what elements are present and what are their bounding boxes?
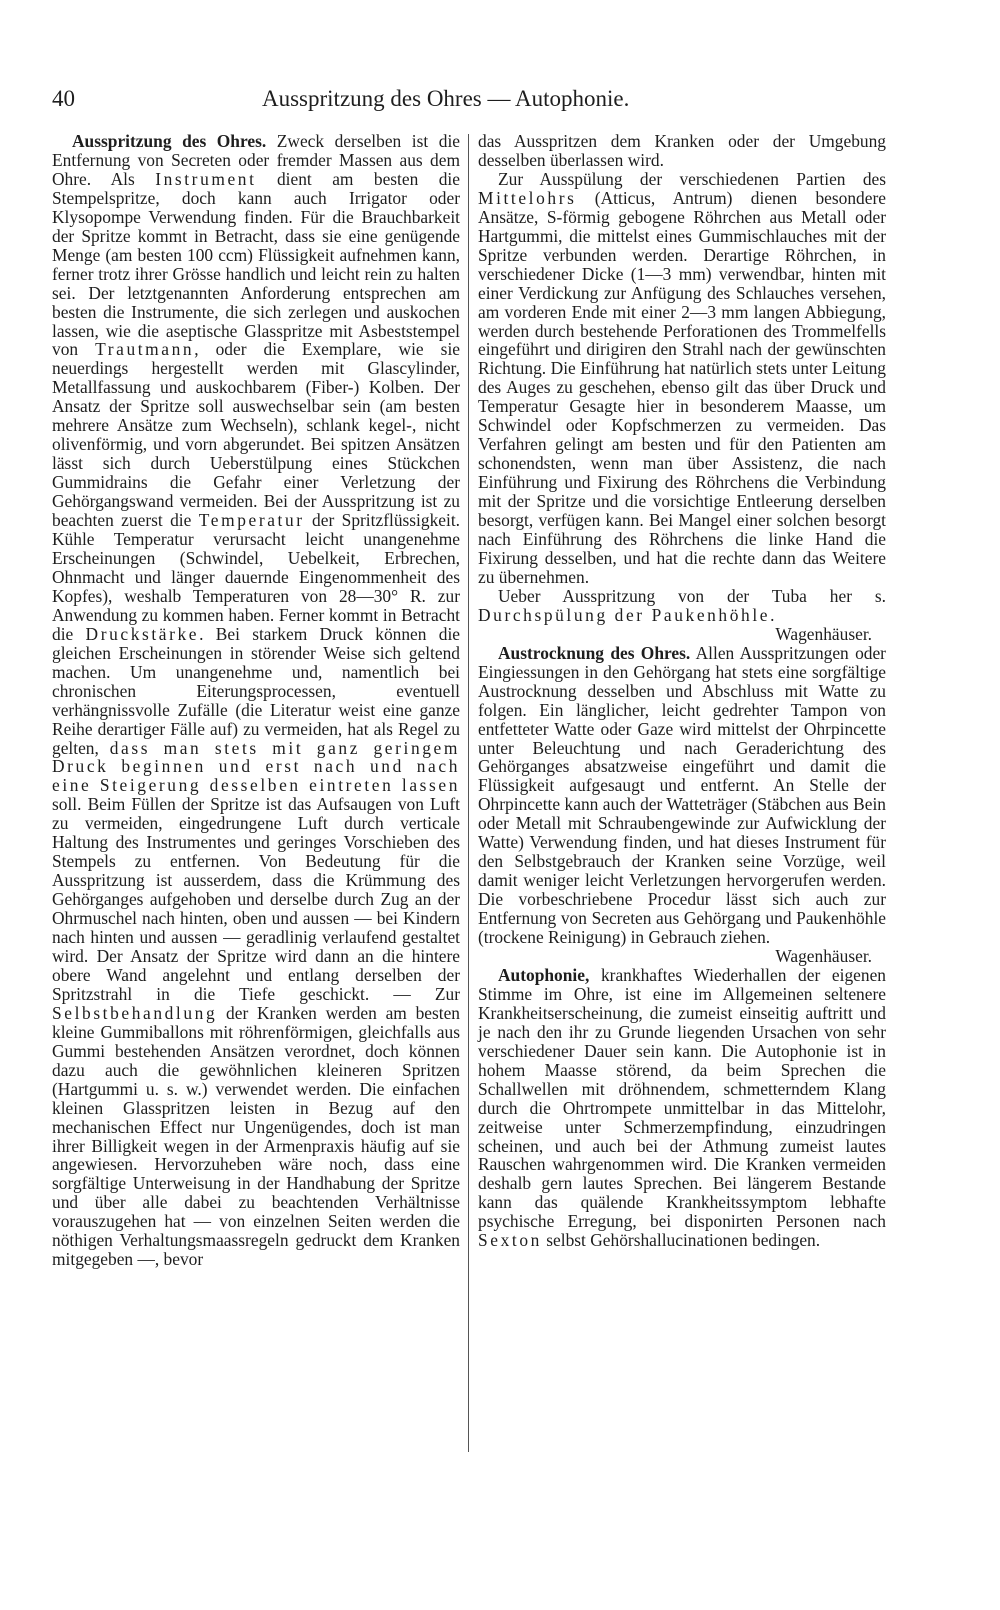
author-name: Trautmann: [95, 339, 195, 360]
entry-heading: Autophonie,: [498, 964, 590, 985]
author-signature: Wagenhäuser.: [775, 945, 872, 966]
spaced-term: Mittelohrs: [478, 187, 577, 208]
right-column: [478, 132, 886, 1250]
page-number: 40: [52, 86, 75, 111]
entry-autophonie: [478, 966, 886, 1250]
spaced-term: Temperatur: [198, 510, 305, 531]
entry-text: Zweck derselben ist die Entfernung von Secreten oder fremder Massen aus dem Ohre. Als: [52, 131, 460, 189]
entry-text: krankhaftes Wiederhallen der eigenen Stimme im Ohre, ist eine im Allgemeinen seltenere Krankheitserscheinung, die zumeist einseitig auftritt und je nach den ihr zu Grunde liegenden Ursachen von sehr verschiedener Dauer sein kann. Die Autophonie ist in hohem Maasse störend, da beim Sprechen die Schallwellen mit dröhnendem, schmetterndem Klang durch die Ohrtrompete unmittelbar in das Mittelohr, zeitweise unter Schmerzempfindung, einzudringen scheinen, und auch bei der Athmung zumeist lautes Rauschen wahrgenommen wird. Die Kranken vermeiden deshalb gern lautes Sprechen. Bei längerem Bestande kann das quälende Krankheitssymptom lebhafte psychische Erregung, bei disponirten Personen nach: [478, 964, 886, 1232]
page-header: [52, 86, 670, 120]
left-column: [52, 132, 460, 1269]
paragraph-mittelohr: [478, 170, 886, 587]
entry-text: , oder die Exemplare, wie sie neuerdings hergestellt werden mit Glascylinder, Metallfassung und auskochbarem (Fiber-) Kolben. Der Ansatz der Spritze soll auswechselbar sein (am besten mehrere Ansätze zum Wechseln), schlank kegel-, nicht olivenförmig, und vorn abgerundet. Bei spitzen Ansätzen lässt sich durch Ueberstülpung eines Stückchen Gummidrains die Gefahr einer Verletzung der Gehörgangswand vermeiden. Bei der Ausspritzung ist zu beachten zuerst die: [52, 339, 460, 531]
entry-text: soll. Beim Füllen der Spritze ist das Aufsaugen von Luft zu vermeiden, eingedrungene Luft durch verticale Haltung des Instrumentes und geringes Vorschieben des Stempels zu entfernen. Von Bedeutung für die Ausspritzung ist ausserdem, dass die Krümmung des Gehörganges aufgehoben und derselbe durch Zug an der Ohrmuschel nach hinten, oben und aussen — bei Kindern nach hinten und aussen — geradlinig verlaufend gestaltet wird. Der Ansatz der Spritze wird dann an die hintere obere Wand angelehnt und entlang derselben der Spritzstrahl in die Tiefe geschickt. — Zur: [52, 794, 460, 1004]
paragraph-tuba: [478, 587, 886, 625]
entry-heading: Ausspritzung des Ohres.: [72, 131, 267, 151]
entry-text: dient am besten die Stempelspritze, doch kann auch Irrigator oder Klysopompe Verwendung finden. Für die Brauchbarkeit der Spritze kommt in Betracht, dass sie eine genügende Menge (am besten 100 ccm) Flüssigkeit aufnehmen kann, ferner trotz ihrer Grösse handlich und leicht rein zu halten sei. Der letztgenannten Anforderung entsprechen am besten die Instrumente, die sich zerlegen und auskochen lassen, wie die aseptische Glasspritze mit Asbeststempel von: [52, 168, 460, 360]
author-name: Sexton: [478, 1230, 542, 1251]
spaced-term: Druckstärke: [85, 623, 200, 644]
paragraph-text: Ueber Ausspritzung von der Tuba her s.: [498, 585, 886, 606]
author-signature: Wagenhäuser.: [775, 623, 872, 644]
entry-text: . Bei starkem Druck können die gleichen Erscheinungen in störender Weise sich geltend machen. Um unangenehme und, namentlich bei chronischen Eiterungsprocessen, eventuell verhängnissvolle Zufälle (die Literatur weist eine ganze Reihe derartiger Fälle auf) zu vermeiden, hat als Regel zu gelten,: [52, 623, 460, 758]
entry-austrocknung: [478, 644, 886, 947]
entry-ausspritzung: [52, 132, 460, 1269]
paragraph-text: .: [770, 604, 775, 625]
spaced-term: Instrument: [155, 168, 257, 189]
spaced-term: Selbstbehandlung: [52, 1002, 218, 1023]
entry-text: selbst Gehörshallucinationen bedingen.: [541, 1230, 821, 1251]
entry-text: Allen Ausspritzungen oder Eingiessungen in den Gehörgang hat stets eine sorgfältige Austrocknung desselben und Abschluss mit Watte zu folgen. Ein länglicher, leicht gedrehter Tampon von entfetteter Watte oder Gaze wird mittelst der Ohrpincette unter Beleuchtung und nach Geraderichtung des Gehörganges absatzweise eingeführt und damit die Flüssigkeit aufgesaugt und entfernt. An Stelle der Ohrpincette kann auch der Watteträger (Stäbchen aus Bein oder Metall mit Schraubengewinde zur Aufwicklung der Watte) Verwendung finden, und hat dieses Instrument für den Selbstgebrauch der Kranken seine Vorzüge, weil damit weniger leicht Verletzungen hervorgerufen werden. Die vorbeschriebene Procedur lässt sich auch zur Entfernung von Secreten aus Gehörgang und Paukenhöhle (trockene Reinigung) in Gebrauch ziehen.: [478, 642, 886, 948]
column-divider: [468, 134, 469, 1452]
paragraph-text: (Atticus, Antrum) dienen besondere Ansätze, S-förmig gebogene Röhrchen aus Metall oder Hartgummi, die mittelst eines Gummischlauches mit der Spritze verbunden werden. Derartige Röhrchen, in verschiedener Dicke (1—3 mm) verwendbar, hinten mit einer Verdickung zur Anfügung des Schlauches versehen, am vorderen Ende mit einer 2—3 mm langen Abbiegung, werden durch bestehende Perforationen des Trommelfells eingeführt und dirigiren den Strahl nach der gewünschten Richtung. Die Einführung hat natürlich stets unter Leitung des Auges zu geschehen, ebenso gilt das über Druck und Temperatur Gesagte hier in besonderem Maasse, um Schwindel oder Kopfschmerzen zu vermeiden. Das Verfahren gelingt am besten und für den Patienten am schonendsten, wenn man über Assistenz, die nach Einführung und Fixirung des Röhrchens die Verbindung mit der Spritze und die vorsichtige Entleerung derselben besorgt, verfügen kann. Bei Mangel einer solchen besorgt nach Einführung des Röhrchens die linke Hand die Fixirung desselben, und hat die rechte dann das Weitere zu übernehmen.: [478, 187, 886, 587]
entry-heading: Austrocknung des Ohres.: [498, 642, 691, 663]
cross-reference: Durchspülung der Paukenhöhle: [478, 604, 771, 625]
spaced-rule: dass man stets mit ganz geringem Druck beginnen und erst nach und nach eine Steigerung desselben eintreten lassen: [52, 737, 460, 796]
paragraph-text: Zur Ausspülung der verschiedenen Partien des: [498, 168, 886, 189]
entry-text: der Kranken werden am besten kleine Gummiballons mit röhrenförmigen, gleichfalls aus Gummi bestehenden Ansätzen verordnet, doch können dazu auch die gewöhnlichen kleineren Spritzen (Hartgummi u. s. w.) verwendet werden. Die einfachen kleinen Glasspritzen leisten in Bezug auf den mechanischen Effect nur Ungenügendes, doch ist man ihrer Billigkeit wegen in der Armenpraxis häufig auf sie angewiesen. Hervorzuheben wäre noch, dass eine sorgfältige Unterweisung in der Handhabung der Spritze und über alle dabei zu beachtenden Verhältnisse vorauszugehen hat — von einzelnen Seiten werden die nöthigen Verhaltungsmaassregeln gedruckt dem Kranken mitgegeben —, bevor: [52, 1002, 460, 1270]
running-title: Ausspritzung des Ohres — Autophonie.: [262, 86, 630, 111]
entry-text: der Spritzflüssigkeit. Kühle Temperatur verursacht leicht unangenehme Erscheinungen (Schwindel, Uebelkeit, Erbrechen, Ohnmacht und länger dauernde Eingenommenheit des Kopfes), weshalb Temperaturen von 28—30° R. zur Anwendung zu kommen haben. Ferner kommt in Betracht die: [52, 510, 460, 644]
entry-continuation: das Ausspritzen dem Kranken oder der Umgebung desselben überlassen wird.: [478, 131, 886, 170]
